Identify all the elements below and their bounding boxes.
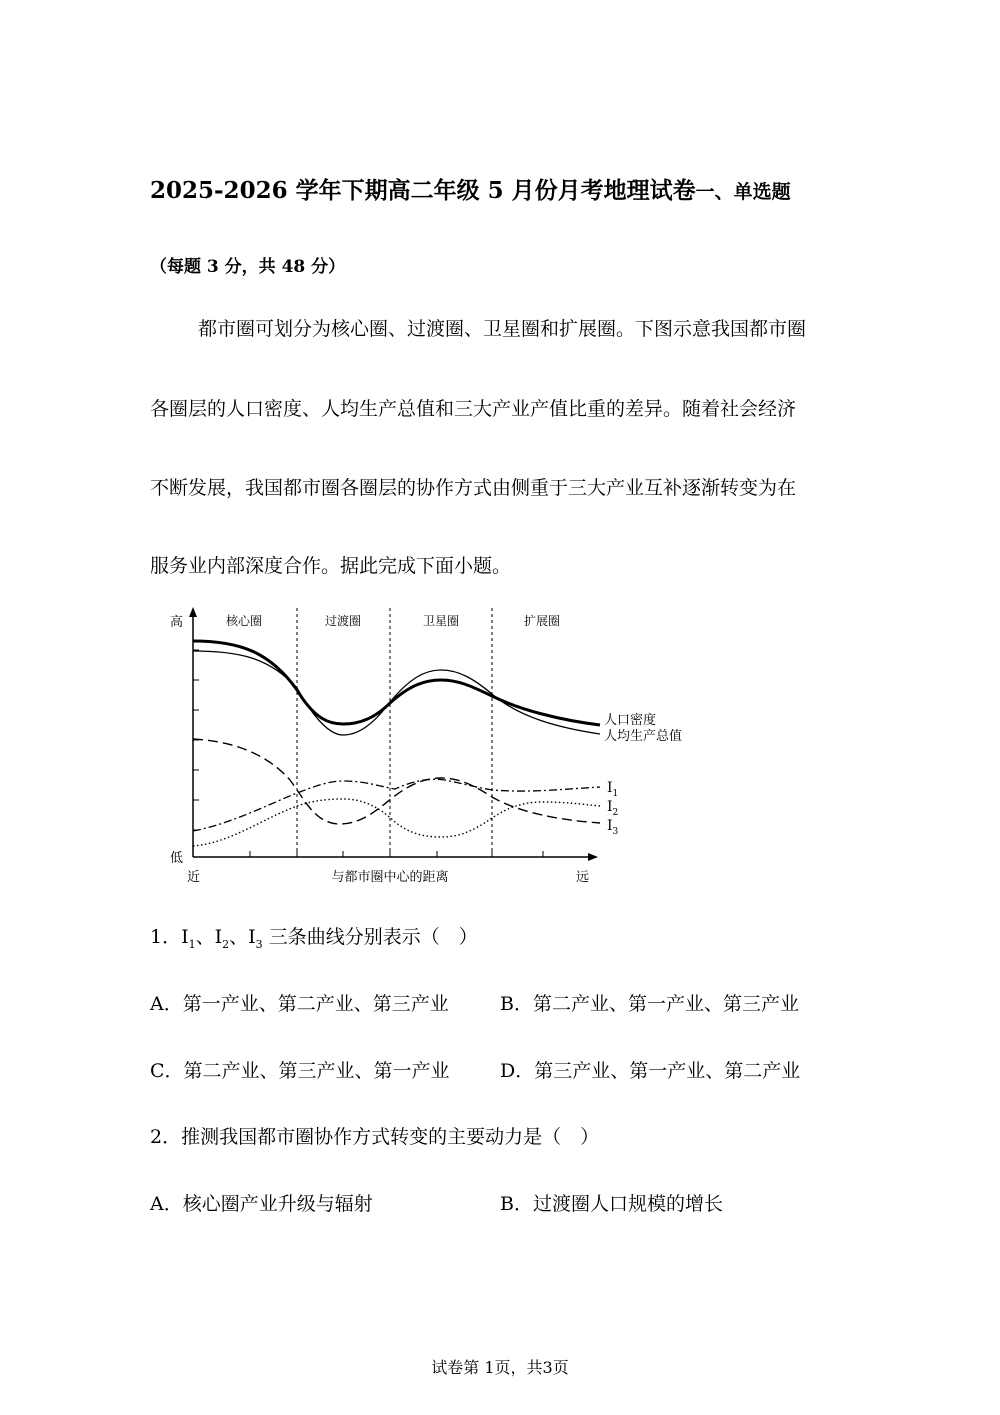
question-number: 1． xyxy=(150,926,182,948)
q2-option-b[interactable]: B．过渡圈人口规模的增长 xyxy=(500,1193,723,1215)
q1-option-b[interactable]: B．第二产业、第一产业、第三产业 xyxy=(500,993,799,1015)
series-label-population-density: 人口密度 xyxy=(604,713,657,728)
page-footer: 试卷第 1页，共3页 xyxy=(431,1358,569,1377)
series-label-gdp-per-capita: 人均生产总值 xyxy=(604,729,683,744)
q1-option-a[interactable]: A．第一产业、第二产业、第三产业 xyxy=(150,993,449,1015)
section-note: （每题 3 分，共 48 分） xyxy=(150,257,346,277)
y-axis-bottom-label: 低 xyxy=(170,851,184,866)
x-axis-right-label: 远 xyxy=(576,870,590,885)
question-1-stem: 1．$I_1$、$I_2$、$I_3$ 三条曲线分别表示（ ） xyxy=(150,926,478,951)
q1-option-d[interactable]: D．第三产业、第一产业、第二产业 xyxy=(500,1060,801,1082)
y-axis-top-label: 高 xyxy=(170,615,184,630)
question-2-stem: 2．推测我国都市圈协作方式转变的主要动力是（ ） xyxy=(150,1126,600,1148)
series-gdp-per-capita xyxy=(193,651,600,735)
x-axis-left-label: 近 xyxy=(187,870,201,885)
series-i2 xyxy=(193,799,600,846)
series-i1 xyxy=(193,779,600,831)
x-axis-title: 与都市圈中心的距离 xyxy=(331,870,449,885)
exam-title: 2025-2026 学年下期高二年级 5 月份月考地理试卷 xyxy=(150,177,696,204)
series-label-i1: $I_1$ xyxy=(607,780,619,799)
zone-label: 过渡圈 xyxy=(324,614,362,628)
intro-line-2: 各圈层的人口密度、人均生产总值和三大产业产值比重的差异。随着社会经济 xyxy=(150,398,797,420)
intro-line-4: 服务业内部深度合作。据此完成下面小题。 xyxy=(150,555,512,577)
y-axis-arrow xyxy=(189,607,197,617)
section-heading: 一、单选题 xyxy=(695,181,791,203)
series-label-i2: $I_2$ xyxy=(607,799,619,818)
q2-option-a[interactable]: A．核心圈产业升级与辐射 xyxy=(150,1193,373,1215)
intro-line-3: 不断发展，我国都市圈各圈层的协作方式由侧重于三大产业互补逐渐转变为在 xyxy=(150,477,797,499)
zone-label: 扩展圈 xyxy=(523,614,561,628)
series-label-i3: $I_3$ xyxy=(607,818,619,837)
zone-label: 核心圈 xyxy=(225,614,263,628)
intro-line-1: 都市圈可划分为核心圈、过渡圈、卫星圈和扩展圈。下图示意我国都市圈 xyxy=(198,318,807,340)
zone-label: 卫星圈 xyxy=(422,614,460,628)
q1-option-c[interactable]: C．第二产业、第三产业、第一产业 xyxy=(150,1060,450,1082)
series-population-density xyxy=(193,641,600,725)
x-axis-arrow xyxy=(588,853,598,861)
